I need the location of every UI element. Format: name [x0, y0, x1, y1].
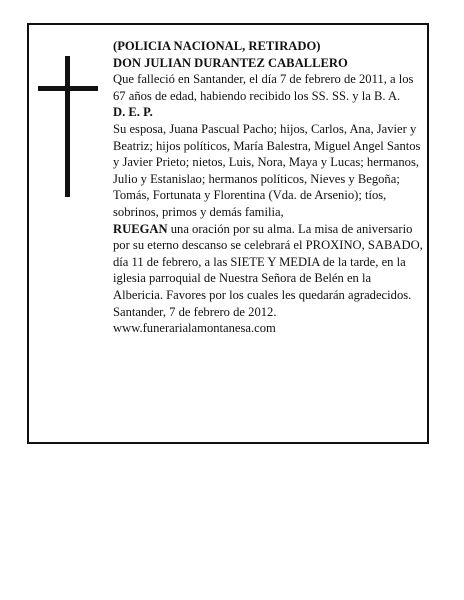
- deceased-name: DON JULIAN DURANTEZ CABALLERO: [113, 55, 348, 70]
- obituary-text: [113, 38, 423, 337]
- ruegan-paragraph: [113, 221, 423, 304]
- cross-horizontal-bar: [38, 86, 98, 91]
- ruegan-word: RUEGAN: [113, 221, 168, 236]
- ruegan-text: una oración por su alma. La misa de aniversario por su eterno descanso se celebrará el PROXINO, SABADO, día 11 de febrero, a las SIETE Y MEDIA de la tarde, en la iglesia parroquial de Nuestra Señora de Belén en la Albericia. Favores por los cuales les quedarán agradecidos.: [113, 221, 423, 302]
- death-statement: Que falleció en Santander, el día 7 de febrero de 2011, a los 67 años de edad, habiendo recibido los SS. SS. y la B. A.: [113, 72, 414, 103]
- family-list: Su esposa, Juana Pascual Pacho; hijos, Carlos, Ana, Javier y Beatriz; hijos políticos, María Balestra, Miguel Angel Santos y Javier Prieto; nietos, Luis, Nora, Maya y Lucas; hermanos, Julio y Estanislao; hermanos políticos, Nieves y Begoña; Tomás, Fortunata y Florentina (Vda. de Arsenio); tíos, sobrinos, primos y demás familia,: [113, 121, 421, 219]
- place-date: Santander, 7 de febrero de 2012.: [113, 304, 277, 319]
- cross-icon: [38, 56, 98, 197]
- website: www.funerarialamontanesa.com: [113, 321, 276, 336]
- cross-vertical-bar: [65, 56, 70, 197]
- header-rank: (POLICIA NACIONAL, RETIRADO): [113, 39, 321, 53]
- dep-line: D. E. P.: [113, 105, 153, 120]
